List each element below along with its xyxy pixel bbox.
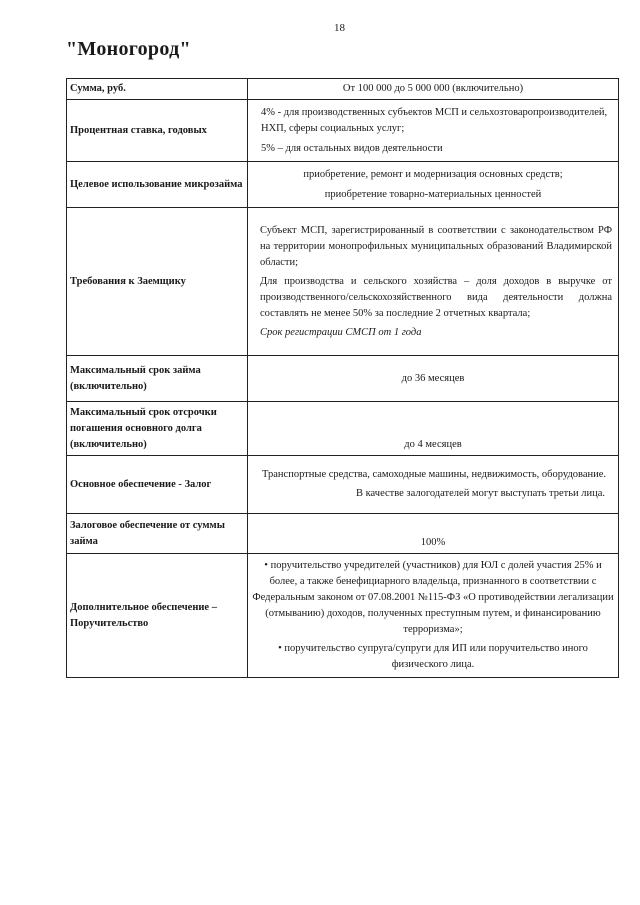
row-label: Максимальный срок отсрочки погашения основного долга (включительно): [67, 402, 248, 456]
guarantee-list: [251, 558, 615, 673]
row-value: [248, 100, 619, 162]
row-value: [248, 208, 619, 356]
row-value: до 36 месяцев: [248, 356, 619, 402]
requirement-registration: Субъект МСП, зарегистрированный в соответствии с законодательством РФ на территории монопрофильных муниципальных образований Владимирской области;: [260, 224, 612, 268]
requirement-registration-term: Срок регистрации СМСП от 1 года: [260, 326, 422, 338]
list-item: • поручительство учредителей (участников) для ЮЛ с долей участия 25% и более, а также бенефициарного владельца, признанного в соответствии с Федеральным законом от 07.08.2001 №115-ФЗ «О противодействии легализации (отмыванию) доходов, полученных преступным путем, и финансированию терроризма»;: [252, 560, 614, 635]
row-label: Сумма, руб.: [67, 79, 248, 100]
table-row-max-term: [67, 356, 619, 402]
row-label: Залоговое обеспечение от суммы займа: [67, 514, 248, 554]
purpose-line-1: приобретение, ремонт и модернизация основных средств;: [303, 168, 563, 180]
purpose-line-2: приобретение товарно-материальных ценностей: [324, 188, 542, 200]
page-number: 18: [334, 22, 345, 34]
row-value: [248, 456, 619, 514]
list-item: • поручительство супруга/супруги для ИП или поручительство иного физического лица.: [278, 643, 588, 670]
rate-msp: 4% - для производственных субъектов МСП и сельхозтоваропроизводителей, НХП, сферы социальных услуг;: [261, 106, 608, 134]
table-row-guarantee: [67, 554, 619, 678]
requirement-income-share: Для производства и сельского хозяйства – доля доходов в выручке от производственного/сельскохозяйственного вида деятельности должна составлять не менее 50% за последние 2 отчетных квартала;: [260, 275, 612, 319]
row-label: Целевое использование микрозайма: [67, 162, 248, 208]
rate-other: 5% – для остальных видов деятельности: [261, 142, 443, 154]
row-value: [248, 554, 619, 678]
table-row-rate: [67, 100, 619, 162]
table-row-amount: [67, 79, 619, 100]
row-value: От 100 000 до 5 000 000 (включительно): [248, 79, 619, 100]
table-row-requirements: [67, 208, 619, 356]
row-label: Требования к Заемщику: [67, 208, 248, 356]
row-value: до 4 месяцев: [248, 402, 619, 456]
row-label: Основное обеспечение - Залог: [67, 456, 248, 514]
collateral-third-parties: В качестве залогодателей могут выступать третьи лица.: [355, 488, 605, 499]
table-row-collateral-percent: [67, 514, 619, 554]
table-row-collateral: [67, 456, 619, 514]
row-label: Процентная ставка, годовых: [67, 100, 248, 162]
row-value: [248, 162, 619, 208]
row-label: Максимальный срок займа (включительно): [67, 356, 248, 402]
loan-terms-table: [66, 78, 619, 678]
collateral-types: Транспортные средства, самоходные машины, недвижимость, оборудование.: [262, 469, 607, 480]
row-label: Дополнительное обеспечение – Поручительство: [67, 554, 248, 678]
document-title: "Моногород": [66, 38, 191, 60]
row-value: 100%: [248, 514, 619, 554]
table-row-deferral: [67, 402, 619, 456]
table-row-purpose: [67, 162, 619, 208]
